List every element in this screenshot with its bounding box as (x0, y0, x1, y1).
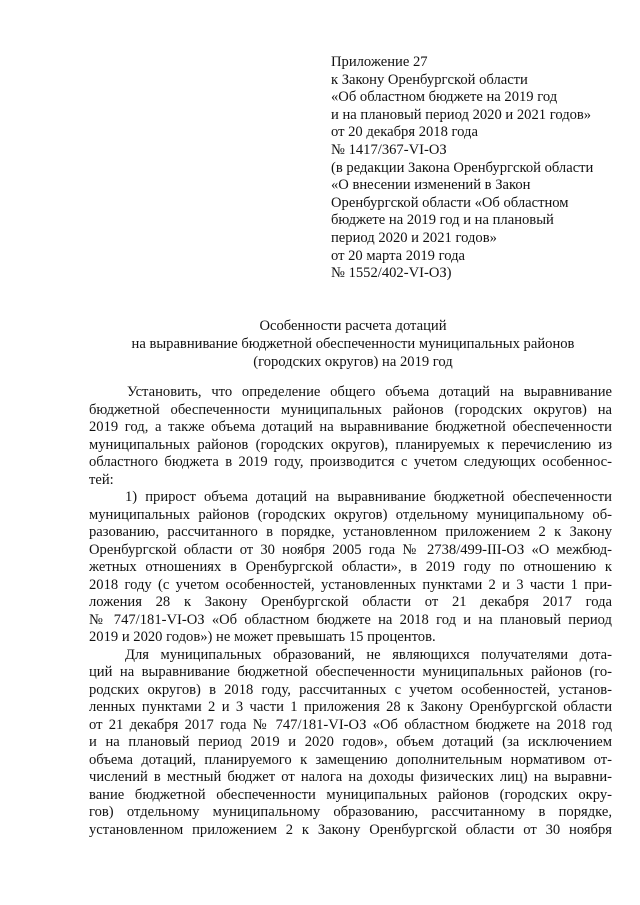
item-1-paragraph (89, 489, 612, 647)
appendix-header (331, 54, 621, 283)
appendix-line: № 1417/367-VI-ОЗ (331, 141, 447, 158)
appendix-line: к Закону Оренбургской области (331, 71, 528, 88)
text-line: вание бюджетной обеспеченности муниципальных районов (городских окру- (89, 786, 612, 803)
title-line: на выравнивание бюджетной обеспеченности муниципальных районов (131, 336, 575, 352)
intro-paragraph (89, 384, 612, 489)
text-line: Оренбургской области от 30 ноября 2005 года № 2738/499-III-ОЗ «О межбюд- (89, 541, 612, 558)
appendix-line: от 20 декабря 2018 года (331, 124, 478, 141)
text-line: установленном приложением 2 к Закону Оренбургской области от 30 ноября (89, 821, 612, 838)
text-line: 2019 год, а также объема дотаций на выравнивание бюджетной обеспеченности (89, 419, 612, 435)
title-line: Особенности расчета дотаций (259, 318, 447, 334)
appendix-line: Приложение 27 (331, 54, 428, 70)
text-line: числений в местный бюджет от налога на доходы физических лиц) на выравни- (89, 769, 612, 785)
text-line: и на плановый период 2019 и 2020 годов», объем дотаций (за исключением (89, 734, 612, 750)
text-line: 1) прирост объема дотаций на выравнивание бюджетной обеспеченности (125, 489, 612, 505)
appendix-line: Оренбургской области «Об областном (331, 194, 569, 211)
text-line: от 21 декабря 2017 года № 747/181-VI-ОЗ «Об областном бюджете на 2018 год (89, 716, 612, 733)
text-line: разованию, рассчитанного в порядке, установленном приложением 2 к Закону (89, 524, 612, 540)
appendix-line: и на плановый период 2020 и 2021 годов» (331, 106, 592, 123)
appendix-line: от 20 марта 2019 года (331, 247, 466, 264)
appendix-line: № 1552/402-VI-ОЗ) (331, 265, 452, 282)
text-line: № 747/181-VI-ОЗ «Об областном бюджете на 2018 год и на плановый период (89, 611, 612, 628)
title-line: (городских округов) на 2019 год (253, 354, 453, 370)
text-line: Установить, что определение общего объема дотаций на выравнивание (127, 384, 612, 400)
appendix-line: «О внесении изменений в Закон (331, 177, 531, 194)
appendix-line: бюджете на 2019 год и на плановый (331, 212, 554, 229)
document-body (89, 384, 612, 839)
appendix-line: (в редакции Закона Оренбургской области (331, 159, 594, 176)
text-line: ций на выравнивание бюджетной обеспеченности муниципальных районов (го- (89, 664, 612, 680)
text-line: жетных отношениях в Оренбургской области», в 2019 году по отношению к (89, 559, 612, 575)
text-line: ленных пунктами 2 и 3 части 1 приложения 28 к Закону Оренбургской области (89, 699, 612, 715)
text-line: тей: (89, 471, 114, 488)
text-line: бюджетной обеспеченности муниципальных районов (городских округов) на (89, 401, 612, 418)
text-line: муниципальных районов (городских округов) отдельному муниципальному об- (89, 506, 612, 523)
text-line: Для муниципальных образований, не являющихся получателями дота- (125, 646, 612, 663)
text-line: областного бюджета в 2019 году, производится с учетом следующих особеннос- (89, 454, 612, 470)
text-line: родских округов) в 2018 году, рассчитанных с учетом особенностей, установ- (89, 681, 612, 698)
text-line: 2019 и 2020 годов») не может превышать 15 процентов. (89, 629, 436, 645)
text-line: 2018 году (с учетом особенностей, установленных пунктами 2 и 3 части 1 при- (89, 576, 612, 593)
text-line: объема дотаций, планируемого к замещению дополнительным нормативом от- (89, 751, 612, 768)
text-line: муниципальных районов (городских округов), планируемых к перечислению из (89, 436, 612, 453)
text-line: ложения 28 к Закону Оренбургской области от 21 декабря 2017 года (89, 594, 612, 610)
text-line: гов) отдельному муниципальному образованию, рассчитанному в порядке, (89, 804, 612, 820)
appendix-line: «Об областном бюджете на 2019 год (331, 89, 558, 106)
appendix-line: период 2020 и 2021 годов» (331, 229, 497, 246)
document-title (88, 317, 618, 371)
item-2-paragraph (89, 647, 612, 840)
